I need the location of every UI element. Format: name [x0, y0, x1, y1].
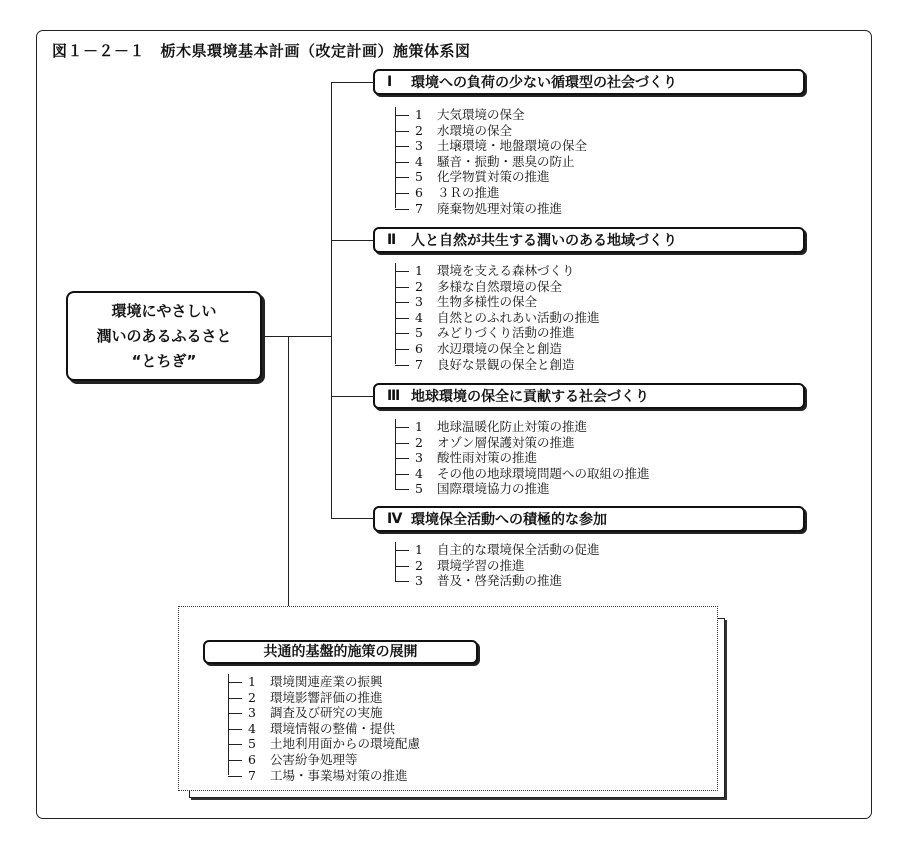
category-1-label: 環境への負荷の少ない循環型の社会づくり — [411, 75, 677, 91]
list-item: 1 大気環境の保全 — [395, 107, 587, 123]
category-3-box — [373, 383, 805, 409]
list-item: 6 公害紛争処理等 — [228, 752, 420, 768]
list-item: 4 騒音・振動・悪臭の防止 — [395, 154, 587, 170]
branch-3 — [331, 396, 373, 397]
list-item: 1 環境を支える森林づくり — [395, 263, 600, 279]
category-4-label: 環境保全活動への積極的な参加 — [411, 512, 607, 528]
list-item: 5 国際環境協力の推進 — [395, 481, 650, 497]
root-line-3: “とちぎ” — [131, 351, 197, 370]
list-item: 5 土地利用面からの環境配慮 — [228, 736, 420, 752]
category-1-box — [373, 69, 805, 95]
category-4-box — [373, 506, 805, 532]
list-item: 2 水環境の保全 — [395, 123, 587, 139]
figure-title: 図１－２－１ 栃木県環境基本計画（改定計画）施策体系図 — [52, 42, 471, 60]
category-2-number: Ⅱ — [387, 232, 397, 248]
list-item: 2 多様な自然環境の保全 — [395, 279, 600, 295]
list-item: 4 自然とのふれあい活動の推進 — [395, 310, 600, 326]
common-connector — [288, 336, 289, 606]
list-item: 4 その他の地球環境問題への取組の推進 — [395, 466, 650, 482]
root-connector — [262, 336, 331, 337]
list-item: 2 オゾン層保護対策の推進 — [395, 435, 650, 451]
list-item: 6 ３Ｒの推進 — [395, 185, 587, 201]
root-line-2: 潤いのあるふるさと — [96, 326, 232, 345]
list-item: 5 化学物質対策の推進 — [395, 169, 587, 185]
list-item: 3 土壌環境・地盤環境の保全 — [395, 138, 587, 154]
common-category-box: 共通的基盤的施策の展開 — [203, 640, 478, 664]
list-item: 3 生物多様性の保全 — [395, 294, 600, 310]
list-item: 7 良好な景観の保全と創造 — [395, 357, 600, 373]
branch-1 — [331, 82, 373, 83]
category-1-number: Ⅰ — [387, 74, 393, 90]
category-2-label: 人と自然が共生する潤いのある地域づくり — [411, 233, 677, 249]
list-item: 2 環境影響評価の推進 — [228, 690, 420, 706]
list-item: 4 環境情報の整備・提供 — [228, 721, 420, 737]
category-4-number: Ⅳ — [387, 511, 403, 527]
category-3-label: 地球環境の保全に貢献する社会づくり — [411, 389, 649, 405]
category-2-box — [373, 227, 805, 253]
list-item: 5 みどりづくり活動の推進 — [395, 325, 600, 341]
list-item: 3 調査及び研究の実施 — [228, 705, 420, 721]
category-1-items — [395, 107, 587, 216]
list-item: 1 自主的な環境保全活動の促進 — [395, 542, 600, 558]
list-item: 1 環境関連産業の振興 — [228, 674, 420, 690]
list-item: 7 工場・事業場対策の推進 — [228, 768, 420, 784]
list-item: 3 普及・啓発活動の推進 — [395, 573, 600, 589]
list-item: 1 地球温暖化防止対策の推進 — [395, 419, 650, 435]
main-trunk-line — [331, 82, 332, 518]
list-item: 3 酸性雨対策の推進 — [395, 450, 650, 466]
list-item: 7 廃棄物処理対策の推進 — [395, 201, 587, 217]
category-2-items — [395, 263, 600, 372]
root-goal-box — [66, 291, 262, 381]
common-items — [228, 674, 420, 783]
branch-4 — [331, 518, 373, 519]
category-3-number: Ⅲ — [387, 388, 401, 404]
list-item: 2 環境学習の推進 — [395, 558, 600, 574]
root-line-1: 環境にやさしい — [111, 301, 217, 320]
list-item: 6 水辺環境の保全と創造 — [395, 341, 600, 357]
branch-2 — [331, 240, 373, 241]
category-3-items — [395, 419, 650, 497]
category-4-items — [395, 542, 600, 589]
